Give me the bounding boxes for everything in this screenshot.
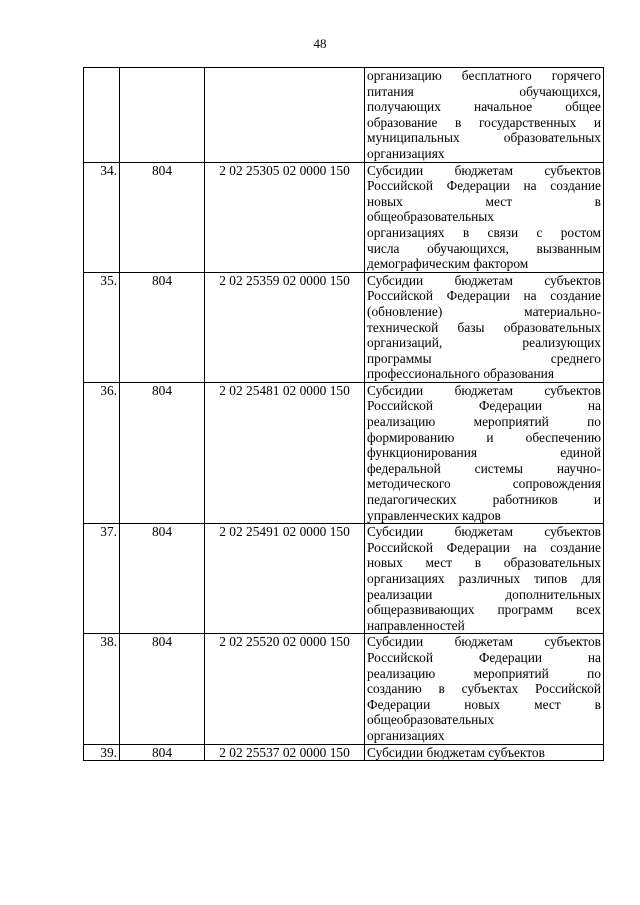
revenue-name-line: Федерации новых мест в <box>367 696 601 712</box>
revenue-name-line: общеобразовательных <box>367 712 495 728</box>
table-row <box>84 272 604 382</box>
revenue-name-line: федеральной системы научно- <box>367 460 601 476</box>
table-row <box>84 382 604 523</box>
row-number-cell: 37. <box>84 524 120 634</box>
revenue-name-line: функционирования единой <box>367 445 601 461</box>
revenue-name-cell <box>365 162 604 272</box>
revenue-name-line: числа обучающихся, вызванным <box>367 240 601 256</box>
revenue-name-line: образование в государственных и <box>367 114 601 130</box>
revenue-name-cell <box>365 382 604 523</box>
revenue-name-line: Субсидии бюджетам субъектов <box>367 524 601 540</box>
revenue-name-line: созданию в субъектах Российской <box>367 681 601 697</box>
table-row <box>84 162 604 272</box>
revenue-name-line: общеразвивающих программ всех <box>367 602 601 618</box>
revenue-name-line: организациях в связи с ростом <box>367 224 601 240</box>
revenue-name-line: организациях различных типов для <box>367 571 601 586</box>
revenue-name-line: демографическим фактором <box>367 256 529 272</box>
row-number-cell: 38. <box>84 634 120 744</box>
row-number-cell <box>84 68 120 163</box>
revenue-name-line: новых мест в <box>367 193 601 209</box>
revenue-name-line: организациях <box>367 145 445 161</box>
revenue-name-line: (обновление) материально- <box>367 303 601 319</box>
revenue-name-line: организаций, реализующих <box>367 335 601 351</box>
revenue-name-line: Российской Федерации на создание <box>367 178 601 194</box>
revenue-name-line: получающих начальное общее <box>367 99 601 115</box>
revenue-code-cell: 2 02 25305 02 0000 150 <box>205 162 365 272</box>
revenue-code-cell: 2 02 25481 02 0000 150 <box>205 382 365 523</box>
revenue-name-line: реализацию мероприятий по <box>367 414 601 430</box>
administrator-code-cell: 804 <box>120 634 205 744</box>
row-number-cell: 39. <box>84 744 120 761</box>
page-number: 48 <box>313 36 327 51</box>
administrator-code-cell: 804 <box>120 272 205 382</box>
revenue-name-line: направленностей <box>367 617 465 633</box>
administrator-code-cell: 804 <box>120 524 205 634</box>
revenue-name-line: организацию бесплатного горячего <box>367 68 601 83</box>
revenue-name-line: питания обучающихся, <box>367 83 601 99</box>
revenue-name-cell <box>365 744 604 761</box>
revenue-name-line: педагогических работников и <box>367 492 601 508</box>
revenue-name-line: Субсидии бюджетам субъектов <box>367 634 601 650</box>
administrator-code-cell <box>120 68 205 163</box>
revenue-name-line: профессионального образования <box>367 366 554 382</box>
table-row <box>84 524 604 634</box>
revenue-code-cell: 2 02 25491 02 0000 150 <box>205 524 365 634</box>
administrator-code-cell: 804 <box>120 162 205 272</box>
revenue-name-line: Субсидии бюджетам субъектов <box>367 744 545 760</box>
revenue-name-line: Российской Федерации на создание <box>367 539 601 555</box>
revenue-code-cell: 2 02 25359 02 0000 150 <box>205 272 365 382</box>
revenue-name-line: Российской Федерации на <box>367 649 601 665</box>
revenue-name-line: технической базы образовательных <box>367 319 601 335</box>
row-number-cell: 36. <box>84 382 120 523</box>
revenue-name-line: программы среднего <box>367 350 601 366</box>
revenue-name-line: управленческих кадров <box>367 507 501 523</box>
revenue-name-line: формированию и обеспечению <box>367 429 601 445</box>
revenue-name-cell <box>365 524 604 634</box>
revenue-name-line: Субсидии бюджетам субъектов <box>367 162 601 178</box>
revenue-name-cell <box>365 272 604 382</box>
revenue-name-line: Субсидии бюджетам субъектов <box>367 272 601 288</box>
revenue-name-line: Российской Федерации на создание <box>367 288 601 304</box>
revenue-name-line: муниципальных образовательных <box>367 130 601 146</box>
budget-revenue-table <box>83 67 604 761</box>
revenue-name-line: новых мест в образовательных <box>367 555 601 571</box>
administrator-code-cell: 804 <box>120 382 205 523</box>
revenue-name-line: организациях <box>367 727 445 743</box>
revenue-name-line: Субсидии бюджетам субъектов <box>367 382 601 398</box>
revenue-name-cell <box>365 68 604 163</box>
table-row <box>84 634 604 744</box>
administrator-code-cell: 804 <box>120 744 205 761</box>
row-number-cell: 34. <box>84 162 120 272</box>
table-row <box>84 744 604 761</box>
table-body <box>84 68 604 761</box>
revenue-code-cell <box>205 68 365 163</box>
revenue-code-cell: 2 02 25520 02 0000 150 <box>205 634 365 744</box>
revenue-code-cell: 2 02 25537 02 0000 150 <box>205 744 365 761</box>
revenue-name-line: Российской Федерации на <box>367 398 601 414</box>
revenue-name-line: реализации дополнительных <box>367 586 601 602</box>
revenue-name-line: общеобразовательных <box>367 209 495 225</box>
row-number-cell: 35. <box>84 272 120 382</box>
revenue-name-line: методического сопровождения <box>367 476 601 492</box>
table-row <box>84 68 604 163</box>
revenue-name-cell <box>365 634 604 744</box>
revenue-name-line: реализацию мероприятий по <box>367 665 601 681</box>
